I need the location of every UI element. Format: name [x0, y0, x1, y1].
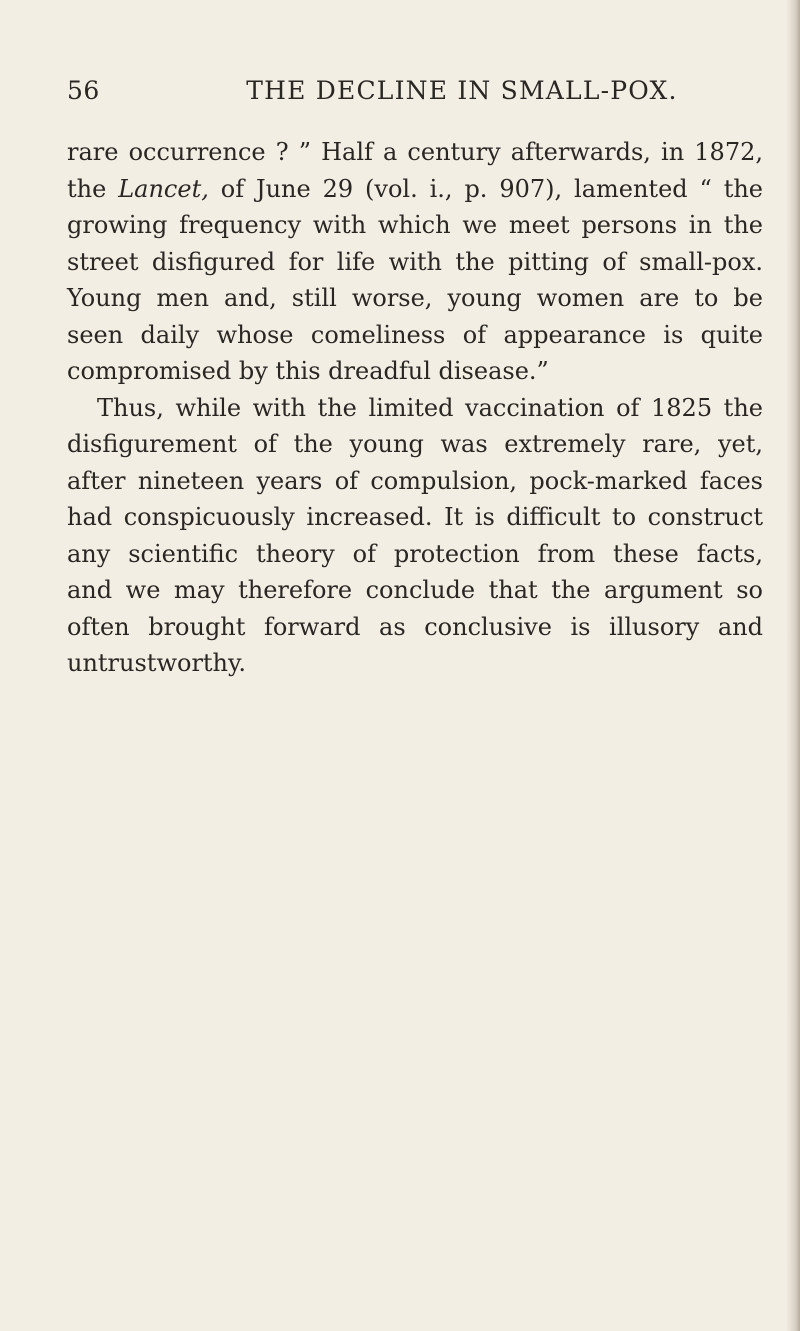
running-head — [67, 74, 737, 108]
text-line-4: street disfigured for life with the pitting of small-pox. — [67, 247, 763, 276]
page-number: 56 — [67, 76, 100, 105]
text-line-2-prefix: the — [67, 174, 107, 203]
running-head-title: THE DECLINE IN SMALL-POX. — [246, 76, 678, 105]
text-line-5: Young men and, still worse, young women are to be — [67, 284, 763, 312]
text-line-15: untrustworthy. — [67, 649, 247, 677]
text-line-2 — [67, 171, 763, 208]
text-line-13: and we may therefore conclude that the argument so — [67, 576, 763, 604]
text-line-11: had conspicuously increased. It is difficult to construct — [67, 503, 763, 531]
text-line-1: rare occurrence ? ” Half a century afterwards, in 1872, — [67, 138, 763, 166]
text-line-2-rest: of June 29 (vol. i., p. 907), lamented “ the — [220, 174, 763, 203]
text-line-12: any scientific theory of protection from these facts, — [67, 539, 763, 568]
text-line-10: after nineteen years of compulsion, pock-marked faces — [67, 466, 763, 495]
text-line-8: Thus, while with the limited vaccination of 1825 the — [97, 393, 763, 422]
text-line-14: often brought forward as conclusive is illusory and — [67, 612, 763, 641]
lancet-title: Lancet, — [118, 174, 209, 203]
page-edge-shadow — [786, 0, 800, 1331]
text-line-3: growing frequency with which we meet persons in the — [67, 211, 763, 239]
body-text — [67, 134, 763, 682]
text-line-9: disfigurement of the young was extremely rare, yet, — [67, 430, 763, 458]
text-line-6: seen daily whose comeliness of appearance is quite — [67, 320, 763, 349]
text-line-7: compromised by this dreadful disease.” — [67, 357, 549, 385]
